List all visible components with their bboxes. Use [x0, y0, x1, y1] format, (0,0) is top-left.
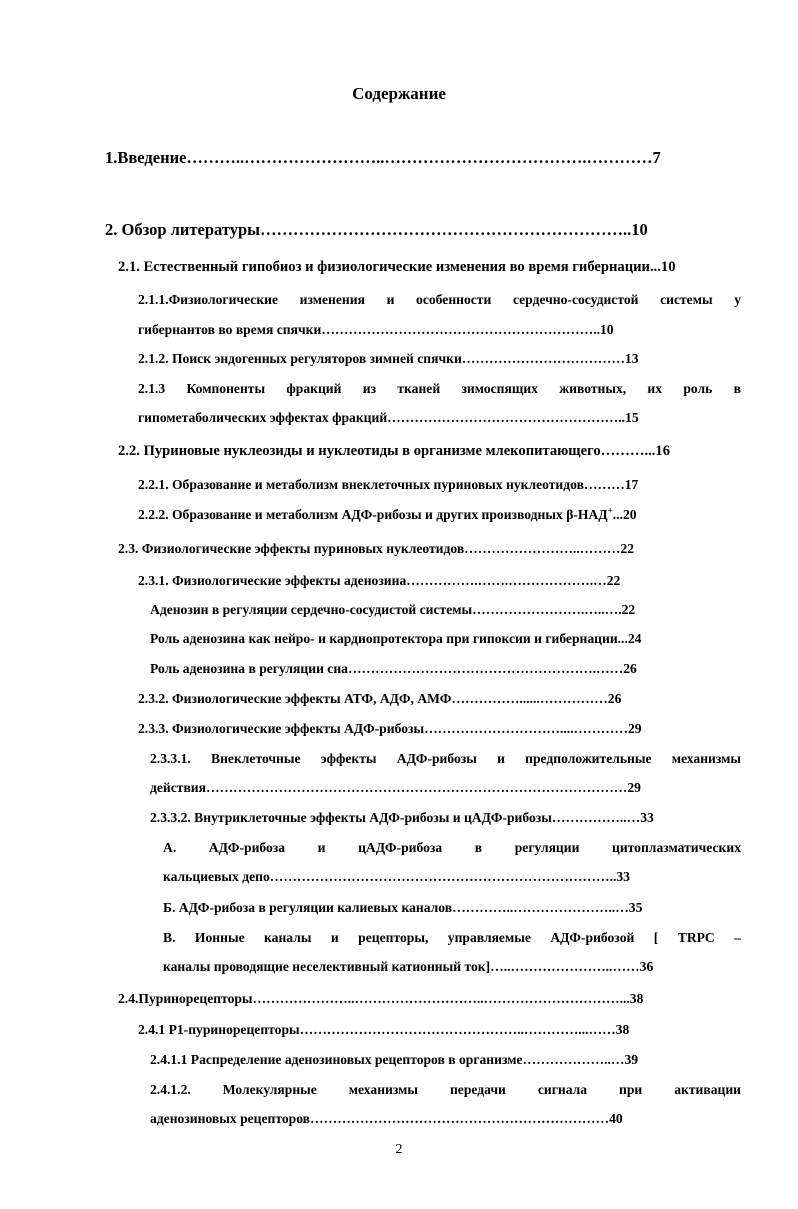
toc-entry-2-1-3-line2: гипометаболических эффектах фракций……………………………………………..15: [138, 410, 639, 425]
toc-entry-A-line2: кальциевых депо…………………………………………………………………..33: [163, 869, 630, 884]
toc-entry-2-1-2: 2.1.2. Поиск эндогенных регуляторов зимней спячки………………………………13: [138, 351, 639, 366]
page-number: 2: [395, 1142, 403, 1157]
toc-entry-2-1-1-line2: гибернантов во время спячки……………………………………………………..10: [138, 322, 614, 337]
toc-entry-literature-review: 2. Обзор литературы…………………………………………………………..10: [105, 220, 648, 239]
toc-entry-2-3-2: 2.3.2. Физиологические эффекты АТФ, АДФ, АМФ……………......……………26: [138, 691, 622, 706]
toc-entry-adenosine-cardio: Аденозин в регуляции сердечно-сосудистой системы…………………….…..….22: [150, 602, 636, 617]
toc-entry-2-3-1: 2.3.1. Физиологические эффекты аденозина…………….…….……………….…22: [138, 573, 621, 588]
toc-entry-2-3-3: 2.3.3. Физиологические эффекты АДФ-рибозы…………………………....…………29: [138, 721, 642, 736]
toc-entry-2-3-3-1-line1: 2.3.3.1. Внеклеточные эффекты АДФ-рибозы и предположительные механизмы: [150, 751, 741, 766]
toc-entry-2-1-3-line1: 2.1.3 Компоненты фракций из тканей зимоспящих животных, их роль в: [138, 381, 741, 396]
toc-entry-V-line2: каналы проводящие неселективный катионный ток]…..…………………..……36: [163, 959, 654, 974]
toc-entry-adenosine-sleep: Роль аденозина в регуляции сна……………………………………………….……26: [150, 661, 637, 676]
toc-entry-2-4-1: 2.4.1 P1-пуринорецепторы…………………………………………..…………...……38: [138, 1022, 630, 1037]
toc-entry-2-2: 2.2. Пуриновые нуклеозиды и нуклеотиды в организме млекопитающего………...16: [118, 443, 670, 459]
toc-entry-2-4-1-2-line2: аденозиновых рецепторов…………………………………………………………40: [150, 1111, 623, 1126]
page-title: Содержание: [352, 84, 446, 103]
toc-entry-B: Б. АДФ-рибоза в регуляции калиевых каналов…………..…………………..…35: [163, 900, 643, 915]
toc-entry-2-4-1-2-line1: 2.4.1.2. Молекулярные механизмы передачи сигнала при активации: [150, 1082, 741, 1097]
toc-entry-2-4-1-1: 2.4.1.1 Распределение аденозиновых рецепторов в организме………………..…39: [150, 1052, 639, 1067]
toc-entry-2-1: 2.1. Естественный гипобиоз и физиологические изменения во время гибернации...10: [118, 259, 676, 275]
toc-entry-2-2-2: 2.2.2. Образование и метаболизм АДФ-рибозы и других производных β-НАД+...20: [138, 505, 637, 522]
toc-entry-2-3-3-2: 2.3.3.2. Внутриклеточные эффекты АДФ-рибозы и цАДФ-рибозы……………..…33: [150, 810, 654, 825]
toc-entry-2-4: 2.4.Пуринорецепторы…………………..………………………..…………………………...38: [118, 991, 644, 1006]
superscript-plus: +: [607, 505, 613, 516]
toc-entry-adenosine-protector: Роль аденозина как нейро- и кардиопротектора при гипоксии и гибернации...24: [150, 631, 642, 646]
toc-entry-2-3: 2.3. Физиологические эффекты пуриновых нуклеотидов……………………..………22: [118, 541, 635, 556]
toc-entry-A-line1: А. АДФ-рибоза и цАДФ-рибоза в регуляции цитоплазматических: [163, 840, 741, 855]
toc-entry-intro: 1.Введение………..……………………..……………………………….…………7: [105, 148, 661, 167]
toc-entry-V-line1: В. Ионные каналы и рецепторы, управляемые АДФ-рибозой [ TRPC –: [163, 930, 741, 945]
toc-entry-2-3-3-1-line2: действия…………………………………………………………………………………29: [150, 780, 641, 795]
toc-entry-2-1-1-line1: 2.1.1.Физиологические изменения и особенности сердечно-сосудистой системы у: [138, 292, 741, 307]
toc-entry-2-2-1: 2.2.1. Образование и метаболизм внеклеточных пуриновых нуклеотидов………17: [138, 477, 639, 492]
